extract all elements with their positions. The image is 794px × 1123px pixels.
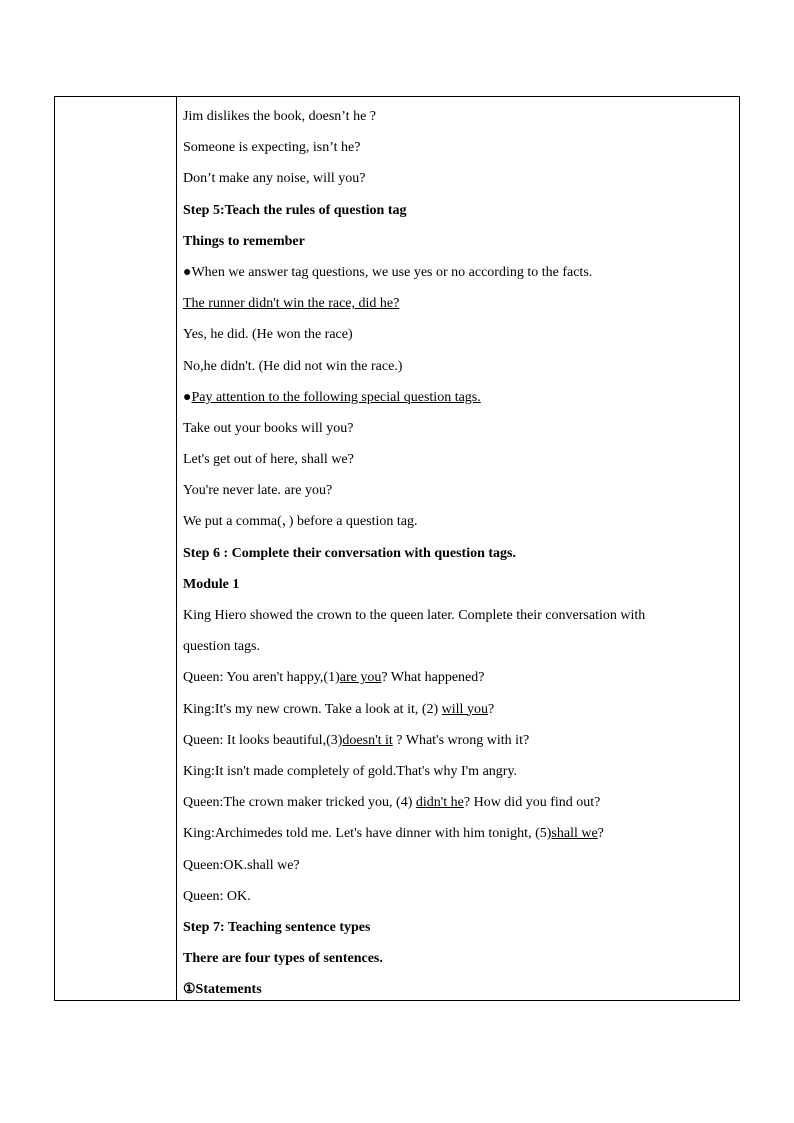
dialogue-text: Queen:The crown maker tricked you, (4) bbox=[183, 795, 416, 811]
dialogue-text: ? bbox=[487, 701, 495, 717]
dialogue-line: Queen: OK. bbox=[183, 888, 251, 904]
dialogue-text: ? How did you find out? bbox=[463, 795, 601, 811]
module-heading: Module 1 bbox=[183, 576, 240, 592]
dialogue-text: Queen: You aren't happy,(1) bbox=[183, 670, 340, 686]
instruction-line: question tags. bbox=[183, 639, 260, 655]
example-line: Jim dislikes the book, doesn’t he ? bbox=[183, 109, 376, 124]
bullet-text: Pay attention to the following special question tags. bbox=[191, 389, 481, 405]
content-cell bbox=[177, 97, 739, 1000]
example-line: Let's get out of here, shall we? bbox=[183, 452, 354, 468]
bullet-rule: ●When we answer tag questions, we use yes or no according to the facts. bbox=[183, 264, 593, 280]
dialogue-line bbox=[183, 818, 739, 849]
step-heading: Step 6 : Complete their conversation with question tags. bbox=[183, 545, 517, 561]
example-line: Take out your books will you? bbox=[183, 420, 354, 436]
dialogue-text: King:Archimedes told me. Let's have dinner with him tonight, (5) bbox=[183, 826, 552, 842]
example-line: No,he didn't. (He did not win the race.) bbox=[183, 358, 403, 374]
section-heading: There are four types of sentences. bbox=[183, 951, 383, 967]
example-line: The runner didn't win the race, did he? bbox=[183, 296, 400, 312]
dialogue-text: ? What's wrong with it? bbox=[392, 732, 530, 748]
dialogue-text: ? What happened? bbox=[381, 670, 485, 686]
step-heading: Step 5:Teach the rules of question tag bbox=[183, 202, 407, 218]
answer-blank: doesn't it bbox=[342, 732, 393, 748]
dialogue-line bbox=[183, 725, 739, 756]
dialogue-line bbox=[183, 787, 739, 818]
list-item-heading: ①Statements bbox=[183, 982, 262, 998]
answer-blank: will you bbox=[441, 701, 488, 717]
dialogue-line bbox=[183, 662, 739, 693]
example-line: We put a comma(，) before a question tag. bbox=[183, 514, 418, 530]
bullet-glyph: ● bbox=[183, 389, 192, 405]
dialogue-text: Queen: It looks beautiful,(3) bbox=[183, 732, 343, 748]
section-heading: Things to remember bbox=[183, 233, 305, 249]
left-column-cell bbox=[55, 97, 177, 1000]
answer-blank: shall we bbox=[551, 826, 598, 842]
dialogue-line: King:It isn't made completely of gold.That's why I'm angry. bbox=[183, 763, 518, 779]
answer-blank: didn't he bbox=[415, 795, 464, 811]
lesson-table bbox=[54, 96, 740, 1001]
dialogue-text: King:It's my new crown. Take a look at it, (2) bbox=[183, 701, 442, 717]
dialogue-text: ? bbox=[597, 826, 604, 842]
bullet-rule bbox=[183, 382, 739, 413]
example-line: Someone is expecting, isn’t he? bbox=[183, 140, 361, 156]
dialogue-line bbox=[183, 694, 739, 725]
example-line: Yes, he did. (He won the race) bbox=[183, 327, 353, 343]
example-line: You're never late. are you? bbox=[183, 483, 333, 499]
example-line: Don’t make any noise, will you? bbox=[183, 171, 366, 187]
dialogue-line: Queen:OK.shall we? bbox=[183, 857, 300, 873]
step-heading: Step 7: Teaching sentence types bbox=[183, 919, 371, 935]
instruction-line: King Hiero showed the crown to the queen later. Complete their conversation with bbox=[183, 608, 646, 623]
answer-blank: are you bbox=[339, 670, 382, 686]
